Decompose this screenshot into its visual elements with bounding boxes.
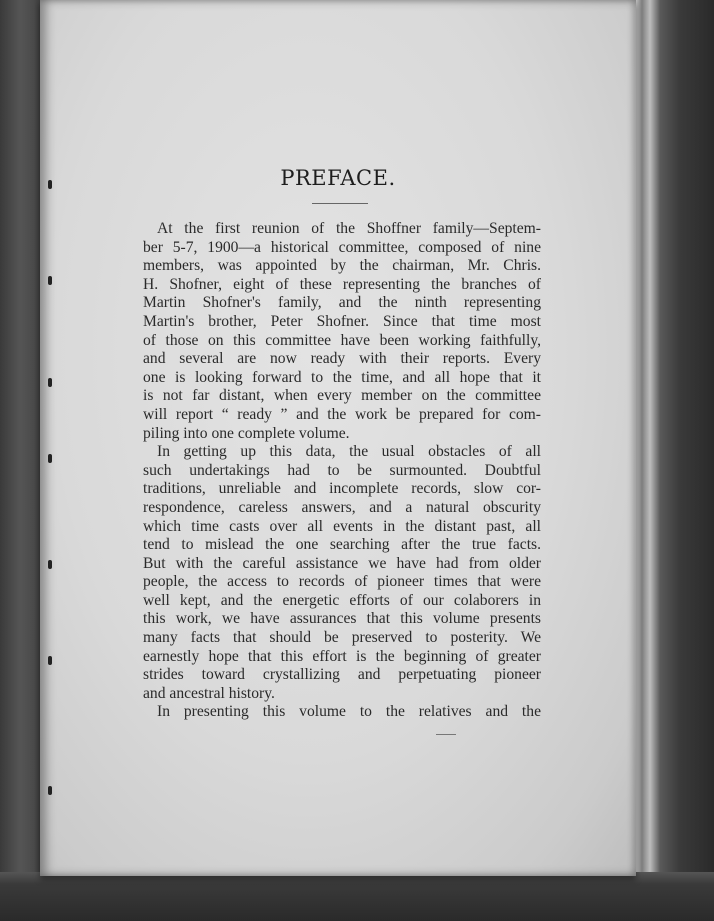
page-mark <box>436 734 456 735</box>
text-line: people, the access to records of pioneer times that were <box>143 573 541 591</box>
text-line: such undertakings had to be surmounted. Doubtful <box>143 461 541 479</box>
text-line: of those on this committee have been working faithfully, <box>143 331 541 349</box>
text-line: members, was appointed by the chairman, Mr. Chris. <box>143 257 541 275</box>
text-line: one is looking forward to the time, and all hope that it <box>143 368 541 386</box>
text-line: will report “ ready ” and the work be prepared for com- <box>143 405 541 423</box>
page-title: PREFACE. <box>280 166 396 190</box>
text-line: and ancestral history. <box>143 684 275 702</box>
text-line: earnestly hope that this effort is the beginning of greater <box>143 647 541 665</box>
text-line: ber 5-7, 1900—a historical committee, composed of nine <box>143 238 541 256</box>
text-line: But with the careful assistance we have had from older <box>143 554 541 572</box>
text-line: this work, we have assurances that this volume presents <box>143 610 541 628</box>
text-line: Martin's brother, Peter Shofner. Since that time most <box>143 312 541 330</box>
title-rule <box>312 203 368 204</box>
text-line: tend to mislead the one searching after the true facts. <box>143 536 541 554</box>
text-line: In getting up this data, the usual obstacles of all <box>157 443 541 461</box>
text-line: and several are now ready with their reports. Every <box>143 350 541 368</box>
text-line: is not far distant, when every member on the committee <box>143 387 541 405</box>
text-line: respondence, careless answers, and a natural obscurity <box>143 498 541 516</box>
text-line: many facts that should be preserved to posterity. We <box>143 629 541 647</box>
text-line: In presenting this volume to the relatives and the <box>157 703 541 721</box>
page <box>40 0 636 876</box>
text-line: well kept, and the energetic efforts of our colaborers in <box>143 591 541 609</box>
text-line: At the first reunion of the Shoffner family—Septem- <box>157 220 541 237</box>
book-bottom-edge <box>0 872 714 921</box>
text-line: traditions, unreliable and incomplete records, slow cor- <box>143 480 541 498</box>
text-line: which time casts over all events in the distant past, all <box>143 517 541 535</box>
text-line: H. Shofner, eight of these representing the branches of <box>143 275 541 293</box>
text-line: strides toward crystallizing and perpetuating pioneer <box>143 666 541 684</box>
preface-text <box>143 220 541 722</box>
text-line: Martin Shofner's family, and the ninth representing <box>143 294 541 312</box>
text-line: piling into one complete volume. <box>143 424 350 442</box>
